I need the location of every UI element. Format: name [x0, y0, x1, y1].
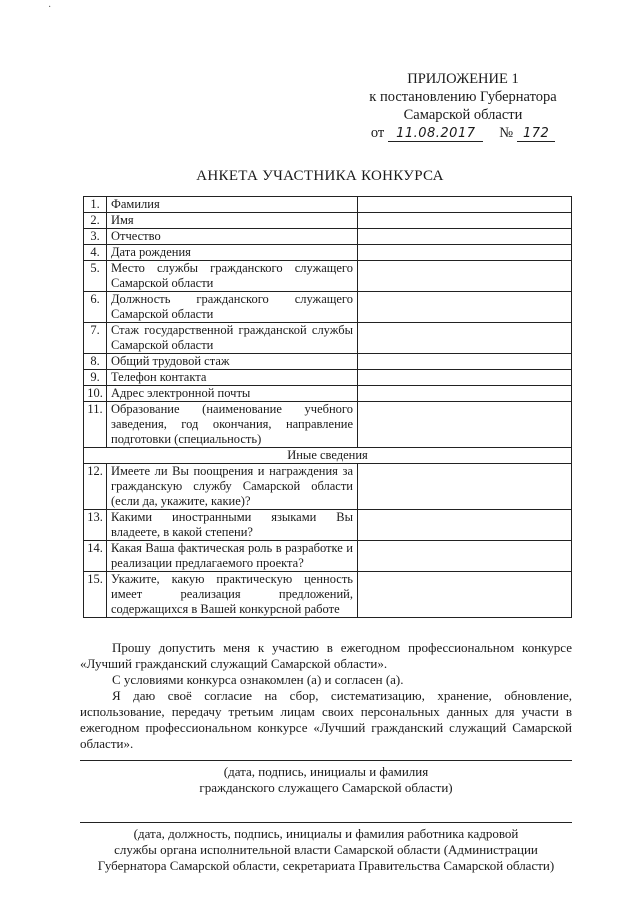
answer-field[interactable] [358, 323, 572, 354]
hr-caption-line-2: службы органа исполнительной власти Самарской области (Администрации [114, 842, 538, 857]
participant-caption-line-2: гражданского служащего Самарской области) [199, 780, 453, 795]
question-cell: Отчество [107, 229, 358, 245]
form-title: АНКЕТА УЧАСТНИКА КОНКУРСА [196, 168, 444, 184]
question-cell: Имеете ли Вы поощрения и награждения за гражданскую службу Самарской области (если да, укажите, какие)? [107, 464, 358, 510]
row-number: 13. [84, 510, 107, 541]
answer-field[interactable] [358, 370, 572, 386]
question-cell: Должность гражданского служащего Самарской области [107, 292, 358, 323]
row-number: 6. [84, 292, 107, 323]
row-number: 11. [84, 402, 107, 448]
question-cell: Общий трудовой стаж [107, 354, 358, 370]
row-number: 9. [84, 370, 107, 386]
participant-caption-line-1: (дата, подпись, инициалы и фамилия [223, 764, 429, 779]
form-row [84, 370, 572, 386]
question-cell: Телефон контакта [107, 370, 358, 386]
corner-mark: · [48, 2, 52, 13]
answer-field[interactable] [358, 510, 572, 541]
question-cell: Дата рождения [107, 245, 358, 261]
section-header: Иные сведения [84, 448, 572, 464]
hr-signature-caption [80, 826, 572, 874]
participant-signature-caption [80, 764, 572, 796]
answer-field[interactable] [358, 402, 572, 448]
appendix-line-2: к постановлению Губернатора [369, 89, 557, 105]
hr-caption-line-3: Губернатора Самарской области, секретариата Правительства Самарской области) [97, 858, 555, 873]
form-row [84, 245, 572, 261]
appendix-number: 172 [517, 126, 555, 142]
consent-paragraph: Я даю своё согласие на сбор, систематизацию, хранение, обновление, использование, передачу третьим лицам своих персональных данных для участи в ежегодном профессиональном конкурсе «Лучший гражданский служащий Самарской области». [80, 688, 572, 751]
from-label: от [370, 125, 385, 141]
question-cell: Укажите, какую практическую ценность имеет реализация предложений, содержащихся в Вашей конкурсной работе [107, 572, 358, 618]
row-number: 2. [84, 213, 107, 229]
terms-acknowledgement: С условиями конкурса ознакомлен (а) и согласен (а). [112, 672, 404, 687]
appendix-date-number-row [358, 124, 568, 142]
hr-signature-line [80, 822, 572, 823]
answer-field[interactable] [358, 261, 572, 292]
number-label: № [499, 125, 514, 141]
form-row [84, 213, 572, 229]
question-cell: Фамилия [107, 197, 358, 213]
answer-field[interactable] [358, 197, 572, 213]
hr-caption-line-1: (дата, должность, подпись, инициалы и фамилия работника кадровой [133, 826, 519, 841]
answer-field[interactable] [358, 292, 572, 323]
form-row [84, 402, 572, 448]
question-cell: Образование (наименование учебного заведения, год окончания, направление подготовки (специальность) [107, 402, 358, 448]
answer-field[interactable] [358, 572, 572, 618]
form-row [84, 261, 572, 292]
row-number: 3. [84, 229, 107, 245]
appendix-header [358, 70, 568, 142]
form-row [84, 510, 572, 541]
appendix-line-1: ПРИЛОЖЕНИЕ 1 [407, 71, 519, 87]
answer-field[interactable] [358, 213, 572, 229]
form-row [84, 323, 572, 354]
form-row [84, 572, 572, 618]
question-cell: Стаж государственной гражданской службы Самарской области [107, 323, 358, 354]
section-row [84, 448, 572, 464]
form-row [84, 541, 572, 572]
form-row [84, 386, 572, 402]
answer-field[interactable] [358, 464, 572, 510]
row-number: 15. [84, 572, 107, 618]
row-number: 1. [84, 197, 107, 213]
form-row [84, 197, 572, 213]
admission-request: Прошу допустить меня к участию в ежегодном профессиональном конкурсе «Лучший гражданский служащий Самарской области». [80, 640, 572, 671]
row-number: 8. [84, 354, 107, 370]
row-number: 10. [84, 386, 107, 402]
answer-field[interactable] [358, 386, 572, 402]
row-number: 5. [84, 261, 107, 292]
questionnaire-table [83, 196, 572, 618]
form-row [84, 292, 572, 323]
question-cell: Адрес электронной почты [107, 386, 358, 402]
answer-field[interactable] [358, 245, 572, 261]
form-row [84, 464, 572, 510]
statement-text [80, 640, 572, 752]
row-number: 14. [84, 541, 107, 572]
row-number: 12. [84, 464, 107, 510]
question-cell: Место службы гражданского служащего Самарской области [107, 261, 358, 292]
row-number: 4. [84, 245, 107, 261]
form-row [84, 354, 572, 370]
row-number: 7. [84, 323, 107, 354]
participant-signature-line [80, 760, 572, 761]
question-cell: Имя [107, 213, 358, 229]
appendix-date: 11.08.2017 [388, 126, 483, 142]
question-cell: Какая Ваша фактическая роль в разработке и реализации предлагаемого проекта? [107, 541, 358, 572]
appendix-line-3: Самарской области [403, 107, 523, 123]
answer-field[interactable] [358, 354, 572, 370]
form-row [84, 229, 572, 245]
answer-field[interactable] [358, 541, 572, 572]
question-cell: Какими иностранными языками Вы владеете, в какой степени? [107, 510, 358, 541]
answer-field[interactable] [358, 229, 572, 245]
